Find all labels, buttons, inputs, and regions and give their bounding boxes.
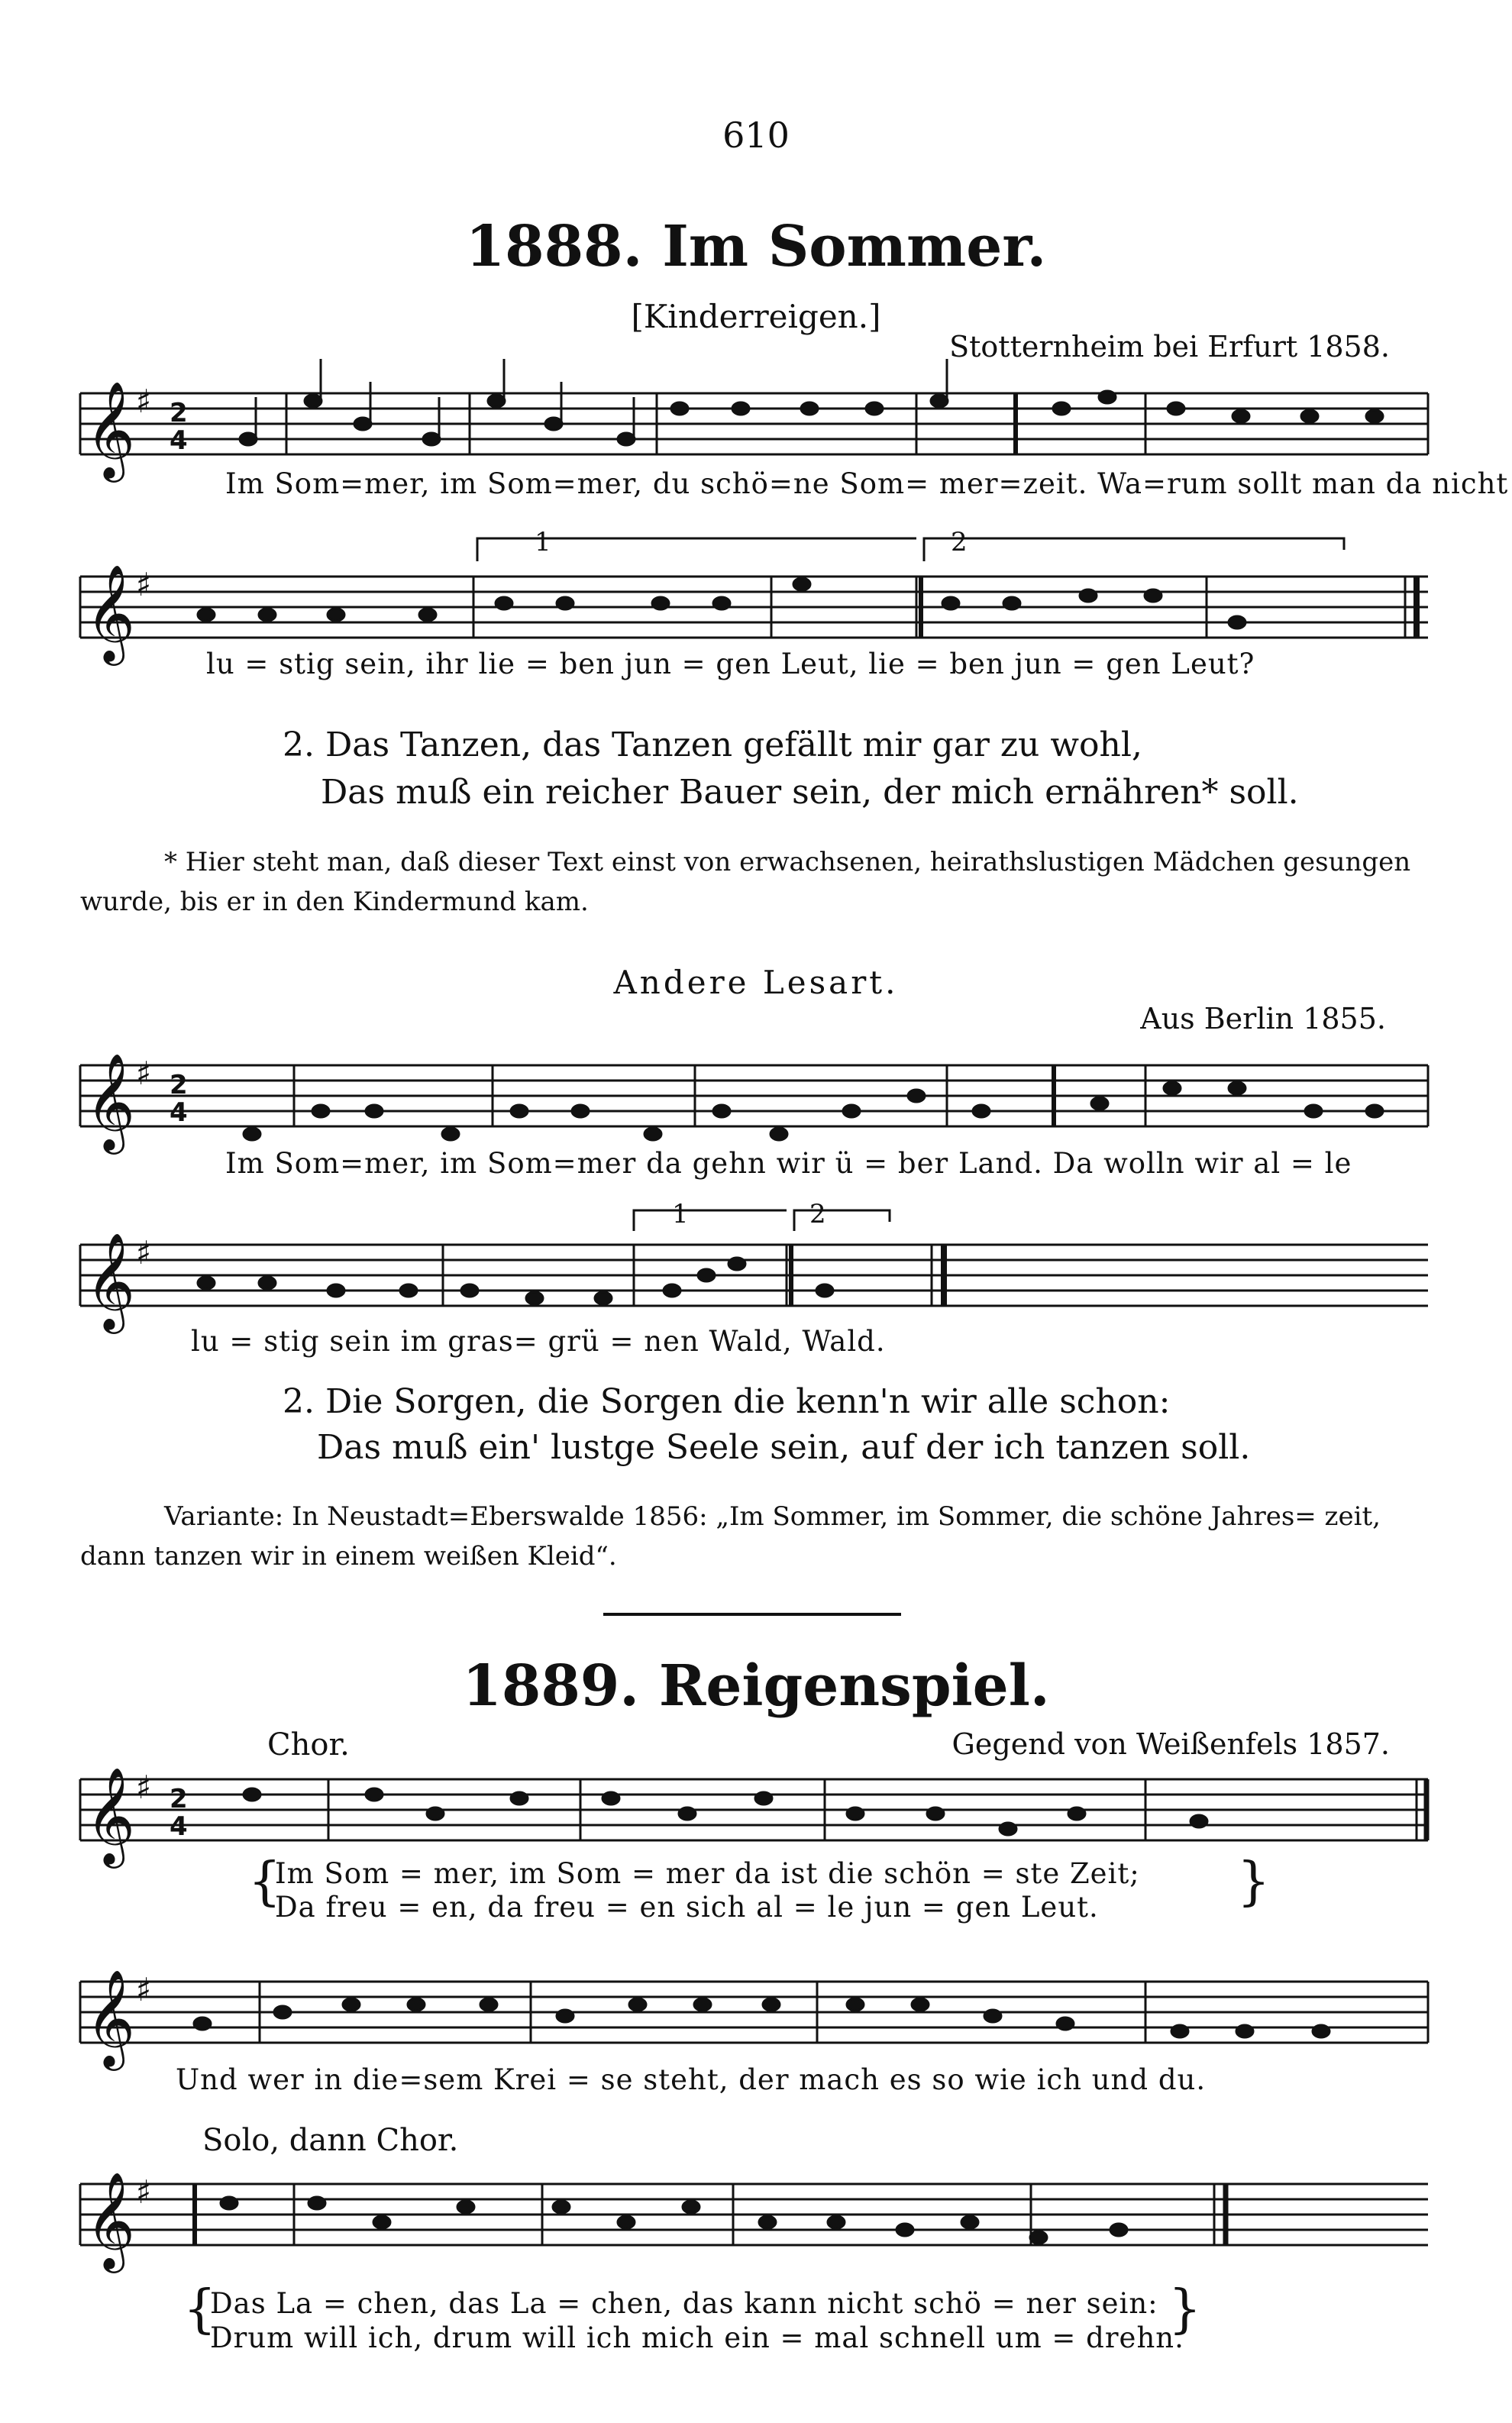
volta-number: 1 <box>535 527 551 557</box>
section-divider <box>603 1613 901 1616</box>
svg-text:♯: ♯ <box>136 1055 152 1092</box>
song-subtitle: [Kinderreigen.] <box>631 298 881 335</box>
svg-text:♯: ♯ <box>136 1769 152 1806</box>
brace-left: { <box>248 1852 282 1912</box>
lyrics-line: lu = stig sein im gras= grü = nen Wald, Wald. <box>191 1325 886 1358</box>
verse-line: Das muß ein' lustge Seele sein, auf der ich tanzen soll. <box>317 1428 1251 1467</box>
notes-staff-2 <box>198 578 1245 628</box>
lyrics-line: Das La = chen, das La = chen, das kann nicht schö = ner sein: <box>210 2287 1158 2320</box>
staff-7 <box>80 2184 1428 2245</box>
treble-clef-icon: 𝄞 <box>86 1052 136 1150</box>
brace-right: } <box>1237 1852 1271 1912</box>
lyrics-line: Im Som = mer, im Som = mer da ist die schön = ste Zeit; <box>275 1857 1140 1890</box>
svg-text:♯: ♯ <box>136 2173 152 2211</box>
page-number: 610 <box>722 115 790 156</box>
lyrics-line: Und wer in die=sem Krei = se steht, der mach es so wie ich und du. <box>176 2063 1207 2096</box>
treble-clef-icon: 𝄞 <box>86 1232 136 1329</box>
staff-5 <box>80 1779 1428 1840</box>
song-title-1889 <box>0 1653 1512 1719</box>
treble-clef-icon: 𝄞 <box>86 1766 136 1864</box>
treble-clef-icon: 𝄞 <box>86 380 136 478</box>
svg-text:♯: ♯ <box>136 1234 152 1271</box>
alt-heading: Andere Lesart. <box>613 964 899 1001</box>
svg-text:4: 4 <box>170 1811 188 1842</box>
svg-text:♯: ♯ <box>136 1971 152 2008</box>
song-origin: Stotternheim bei Erfurt 1858. <box>949 330 1390 363</box>
verse-line: 2. Das Tanzen, das Tanzen gefällt mir gar zu wohl, <box>283 725 1142 764</box>
svg-text:2: 2 <box>170 1070 188 1100</box>
treble-clef-icon: 𝄞 <box>86 2171 136 2269</box>
verse-line: 2. Die Sorgen, die Sorgen die kenn'n wir alle schon: <box>283 1382 1171 1421</box>
song-number: 1889. <box>462 1653 640 1719</box>
verse-line: Das muß ein reicher Bauer sein, der mich ernähren* soll. <box>321 773 1299 812</box>
choir-label: Chor. <box>267 1727 350 1762</box>
lyrics-line: Drum will ich, drum will ich mich ein = mal schnell um = drehn. <box>210 2321 1184 2354</box>
svg-text:4: 4 <box>170 1097 188 1128</box>
svg-text:♯: ♯ <box>136 383 152 420</box>
lyrics-line: lu = stig sein, ihr lie = ben jun = gen Leut, lie = ben jun = gen Leut? <box>206 648 1255 680</box>
solo-label: Solo, dann Chor. <box>202 2123 459 2158</box>
notes-staff-1 <box>240 359 1383 445</box>
song-name: Reigenspiel. <box>658 1653 1050 1719</box>
svg-text:♯: ♯ <box>136 566 152 603</box>
variant-note: Variante: In Neustadt=Eberswalde 1856: „Im Sommer, im Sommer, die schöne Jahres= zeit, dann tanzen wir in einem weißen Kleid“. <box>80 1501 1381 1572</box>
staff-3 <box>80 1065 1428 1126</box>
staff-2 <box>80 538 1428 638</box>
lyrics-line: Da freu = en, da freu = en sich al = le jun = gen Leut. <box>275 1891 1099 1924</box>
song-number: 1888. <box>465 214 643 279</box>
footnote: * Hier steht man, daß dieser Text einst von erwachsenen, heirathslustigen Mädchen gesungen wurde, bis er in den Kindermund kam. <box>80 847 1411 917</box>
notes-staff-6 <box>194 1998 1329 2037</box>
lyrics-line: Im Som=mer, im Som=mer, du schö=ne Som= mer=zeit. Wa=rum sollt man da nicht <box>225 467 1509 500</box>
svg-text:4: 4 <box>170 425 188 456</box>
treble-clef-icon: 𝄞 <box>86 1969 136 2066</box>
lyrics-line: Im Som=mer, im Som=mer da gehn wir ü = ber Land. Da wolln wir al = le <box>225 1147 1352 1180</box>
notes-staff-4 <box>198 1258 833 1304</box>
staff-1 <box>80 393 1428 454</box>
brace-left: { <box>183 2279 217 2340</box>
svg-text:2: 2 <box>170 1784 188 1814</box>
song-origin: Gegend von Weißenfels 1857. <box>951 1727 1390 1761</box>
staff-4 <box>80 1210 1428 1306</box>
song-name: Im Sommer. <box>662 214 1047 279</box>
alt-origin: Aus Berlin 1855. <box>1140 1002 1386 1035</box>
volta-number: 2 <box>809 1199 826 1229</box>
volta-number: 2 <box>951 527 968 557</box>
volta-number: 1 <box>672 1199 689 1229</box>
treble-clef-icon: 𝄞 <box>86 564 136 661</box>
svg-text:2: 2 <box>170 398 188 428</box>
notes-staff-7 <box>221 2197 1127 2244</box>
brace-right: } <box>1168 2279 1202 2340</box>
